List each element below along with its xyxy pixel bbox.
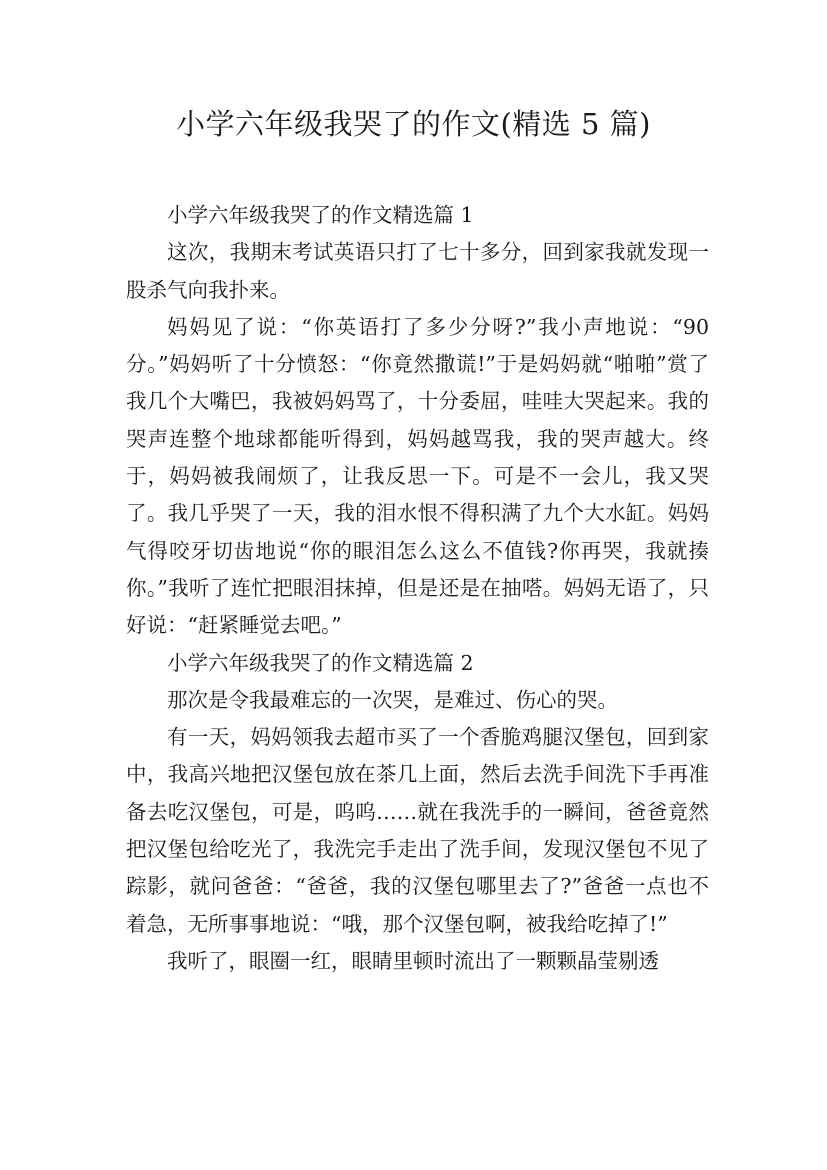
document-title: 小学六年级我哭了的作文(精选 5 篇) (175, 107, 652, 141)
section-heading-2: 小学六年级我哭了的作文精选篇 2 (167, 650, 474, 675)
section-heading-1: 小学六年级我哭了的作文精选篇 1 (167, 203, 474, 227)
paragraph: 那次是令我最难忘的一次哭，是难过、伤心的哭。 (167, 687, 618, 712)
paragraph: 妈妈见了说：“你英语打了多少分呀?”我小声地说：“90分。”妈妈听了十分愤怒：“你竟然撒谎!”于是妈妈就“啪啪”赏了我几个大嘴巴，我被妈妈骂了，十分委屈，哇哇大哭起来。我的哭声连整个地球都能听得到，妈妈越骂我，我的哭声越大。终于，妈妈被我闹烦了，让我反思一下。可是不一会儿，我又哭了。我几乎哭了一天，我的泪水恨不得积满了九个大水缸。妈妈气得咬牙切齿地说“你的眼泪怎么这么不值钱?你再哭，我就揍你。”我听了连忙把眼泪抹掉，但是还是在抽嗒。妈妈无语了，只好说：“赶紧睡觉去吧。” (126, 314, 709, 638)
paragraph: 有一天，妈妈领我去超市买了一个香脆鸡腿汉堡包，回到家中，我高兴地把汉堡包放在茶几上面，然后去洗手间洗下手再准备去吃汉堡包，可是，呜呜……就在我洗手的一瞬间，爸爸竟然把汉堡包给吃光了，我洗完手走出了洗手间，发现汉堡包不见了踪影，就问爸爸：“爸爸，我的汉堡包哪里去了?”爸爸一点也不着急，无所事事地说：“哦，那个汉堡包啊，被我给吃掉了!” (126, 725, 709, 936)
document-body (126, 197, 709, 980)
paragraph: 这次，我期末考试英语只打了七十多分，回到家我就发现一股杀气向我扑来。 (126, 240, 709, 302)
paragraph: 我听了，眼圈一红，眼睛里顿时流出了一颗颗晶莹剔透 (167, 948, 659, 973)
